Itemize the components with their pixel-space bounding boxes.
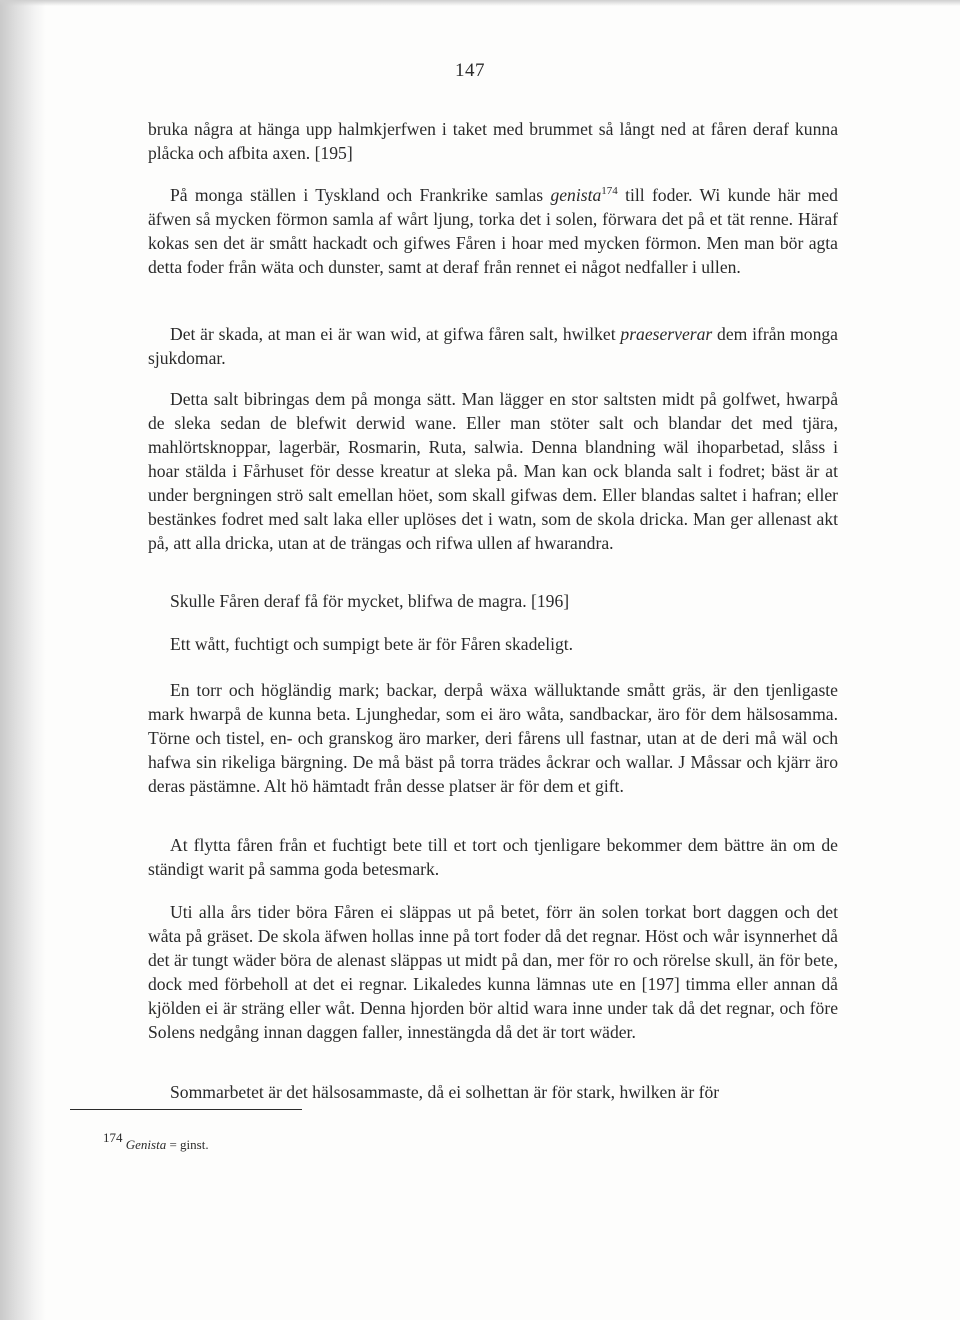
paragraph-2-text-start: På monga ställen i Tyskland och Frankrike samlas bbox=[170, 185, 551, 205]
paragraph-1 bbox=[148, 117, 838, 165]
paragraph-1-text: bruka några at hänga upp halmkjerfwen i taket med brummet så långt ned at fåren deraf kunna plåcka och afbita axen. [195] bbox=[148, 119, 838, 163]
paragraph-10-text: Sommarbetet är det hälsosammaste, då ei solhettan är för stark, hwilken är för bbox=[170, 1082, 720, 1102]
paragraph-4-text: Detta salt bibringas dem på monga sätt. Man lägger en stor saltsten midt på golfwet, hwarpå de sleka sedan de blefwit derwid wane. Eller man stöter salt och blandar det med tjära, mahlörtsknoppar, lagerbär, Rosmarin, Ruta, salwia. Denna blandning wäl ihoparbetad, slåss i hoar stälda i Fårhuset för desse kreatur at sleka på. Man kan ock blanda salt i fodret; bäst är at under bergningen strö salt emellan höet, som skall gifwas dem. Eller blandas saltet i hafran; eller bestänkes fodret med salt laka eller uplöses det i watn, som de skola dricka. Man ger allenast akt på, att alla dricka, utan at de trängas och rifwa ullen af hwarandra. bbox=[148, 389, 838, 553]
page-top-edge bbox=[0, 0, 960, 6]
paragraph-2-text-end: till foder. Wi kunde här med äfwen så mycken förmon samla af wårt ljung, torka det i solen, förwara det på et tät renne. Häraf kokas sen det är smått hackadt och gifwes Fåren i hoar med mycken förmon. Men man bör agta detta foder från wäta och dunster, samt at deraf från rennet ei något nedfaller i ullen. bbox=[148, 185, 838, 277]
paragraph-3-text-start: Det är skada, at man ei är wan wid, at gifwa fåren salt, hwilket bbox=[170, 324, 621, 344]
footnote-term: Genista bbox=[125, 1137, 167, 1152]
paragraph-8-text: At flytta fåren från et fuchtigt bete till et tort och tjenligare bekommer dem bättre än om de ständigt warit på samma goda betesmark. bbox=[148, 835, 838, 879]
italic-term-praeserverar: praeserverar bbox=[620, 324, 713, 344]
italic-term-genista: genista bbox=[550, 185, 602, 205]
paragraph-7 bbox=[148, 678, 838, 798]
footnote-reference: 174 bbox=[601, 185, 618, 197]
paragraph-4 bbox=[148, 387, 838, 555]
paragraph-5-text: Skulle Fåren deraf få för mycket, blifwa de magra. [196] bbox=[170, 591, 570, 611]
page-number: 147 bbox=[455, 60, 485, 81]
paragraph-9 bbox=[148, 900, 838, 1044]
footnote-number: 174 bbox=[103, 1130, 123, 1145]
paragraph-3 bbox=[148, 322, 838, 370]
paragraph-8 bbox=[148, 833, 838, 881]
paragraph-6-text: Ett wått, fuchtigt och sumpigt bete är för Fåren skadeligt. bbox=[170, 634, 574, 654]
paragraph-3-text-end: dem ifrån monga sjukdomar. bbox=[148, 324, 838, 368]
footnote-divider bbox=[70, 1109, 302, 1110]
binding-shadow bbox=[0, 0, 46, 1320]
paragraph-7-text: En torr och högländig mark; backar, derpå wäxa wälluktande smått gräs, är den tjenligaste mark hwarpå de kunna beta. Ljunghedar, som ei äro wåta, sandbackar, äro för dem hälsosamma. Törne och tistel, en- och granskog äro marker, deri fårens ull fastnar, utan at de deri må wäl och hafwa sin rikeliga bärgning. De må bäst på torra trädes åckrar och wallar. J Måssar och kjärr äro deras pästämne. Alt hö hämtadt från desse platser är för dem et gift. bbox=[148, 680, 838, 796]
paragraph-9-text: Uti alla års tider böra Fåren ei släppas ut på betet, förr än solen torkat bort daggen och det wåta på gräset. De skola äfwen hollas inne på tort foder då det regnar. Höst och wår isynnerhet då det är tungt wäder böra de alenast släppas ut midt på dan, mer för ro och rörelse skull, än för bete, dock med förbeholl at det ei regnar. Likaledes kunna lämnas ute en [197] timma eller annan då kjölden ei är sträng eller wåt. Denna hjorden bör altid wara inne under tak då det regnar, och före Solens nedgång innan daggen faller, innestängda då det är tort wäder. bbox=[148, 902, 838, 1042]
footnote bbox=[103, 1130, 209, 1153]
footnote-text: = ginst. bbox=[166, 1137, 209, 1152]
paragraph-6 bbox=[148, 632, 838, 656]
paragraph-10 bbox=[148, 1080, 838, 1104]
paragraph-2 bbox=[148, 183, 838, 279]
paragraph-5 bbox=[148, 589, 838, 613]
